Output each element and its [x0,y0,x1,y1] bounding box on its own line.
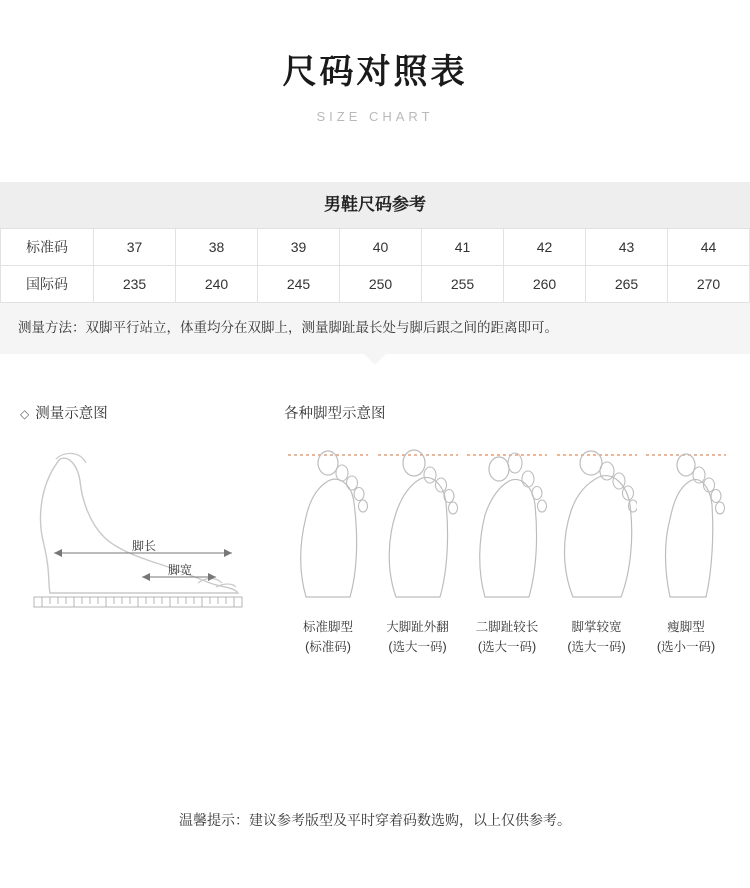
measure-diagram-title [20,402,270,423]
cell-international-1: 240 [176,265,258,302]
cell-standard-7: 44 [668,228,750,265]
cell-standard-6: 43 [586,228,668,265]
foot-types-title: 各种脚型示意图 [284,406,386,423]
foot-types-panel [270,402,730,657]
foot-type-bunion-icon [378,437,458,607]
foot-type-item [642,437,730,657]
foot-type-long-second-toe-icon [467,437,547,607]
diamond-icon: ◇ [20,407,30,422]
cell-international-3: 250 [340,265,422,302]
foot-type-name: 大脚趾外翻 [386,620,449,635]
foot-type-caption [553,618,641,657]
foot-type-caption [463,618,551,657]
cell-international-6: 265 [586,265,668,302]
foot-type-standard-icon [288,437,368,607]
measure-diagram-title-text: 测量示意图 [35,406,108,423]
page-subtitle: SIZE CHART [316,108,434,124]
foot-type-item [284,437,372,657]
measure-note-text: 测量方法：双脚平行站立，体重均分在双脚上，测量脚趾最长处与脚后跟之间的距离即可。 [18,319,558,335]
cell-standard-4: 41 [422,228,504,265]
row-label-standard: 标准码 [1,228,94,265]
foot-type-advice: (选大一码) [388,639,447,654]
cell-standard-0: 37 [94,228,176,265]
measure-note [0,303,750,355]
foot-type-wide-icon [557,437,637,607]
note-arrow-icon [364,354,386,365]
cell-international-0: 235 [94,265,176,302]
foot-type-narrow-icon [646,437,726,607]
foot-type-name: 脚掌较宽 [571,620,622,635]
cell-standard-2: 39 [258,228,340,265]
table-row [1,228,750,265]
cell-international-7: 270 [668,265,750,302]
cell-standard-1: 38 [176,228,258,265]
cell-standard-3: 40 [340,228,422,265]
foot-type-advice: (标准码) [305,639,351,654]
foot-type-advice: (选大一码) [477,639,537,654]
foot-type-caption [642,618,730,657]
foot-width-label: 脚宽 [167,563,193,578]
foot-type-name: 二脚趾较长 [475,620,539,635]
foot-type-name: 瘦脚型 [667,620,705,635]
foot-type-name: 标准脚型 [302,620,353,635]
foot-type-advice: (选大一码) [567,639,626,654]
row-label-international: 国际码 [1,265,94,302]
foot-type-advice: (选小一码) [656,639,716,654]
diagram-section [0,402,750,657]
foot-types-row [284,437,730,657]
cell-international-2: 245 [258,265,340,302]
foot-type-item [553,437,641,657]
cell-international-4: 255 [422,265,504,302]
cell-international-5: 260 [504,265,586,302]
foot-type-caption [284,618,372,657]
size-table-caption: 男鞋尺码参考 [0,182,750,228]
foot-type-caption [374,618,462,657]
foot-type-item [463,437,551,657]
size-table-section [0,182,750,355]
size-table [0,228,750,303]
foot-measure-illustration [20,437,256,637]
foot-type-item [374,437,462,657]
page-header [0,0,750,124]
footer-tip: 温馨提示：建议参考版型及平时穿着码数选购，以上仅供参考。 [179,812,571,828]
table-row [1,265,750,302]
foot-length-label: 脚长 [131,539,157,554]
cell-standard-5: 42 [504,228,586,265]
page-title: 尺码对照表 [282,53,468,91]
measure-diagram-panel [20,402,270,657]
